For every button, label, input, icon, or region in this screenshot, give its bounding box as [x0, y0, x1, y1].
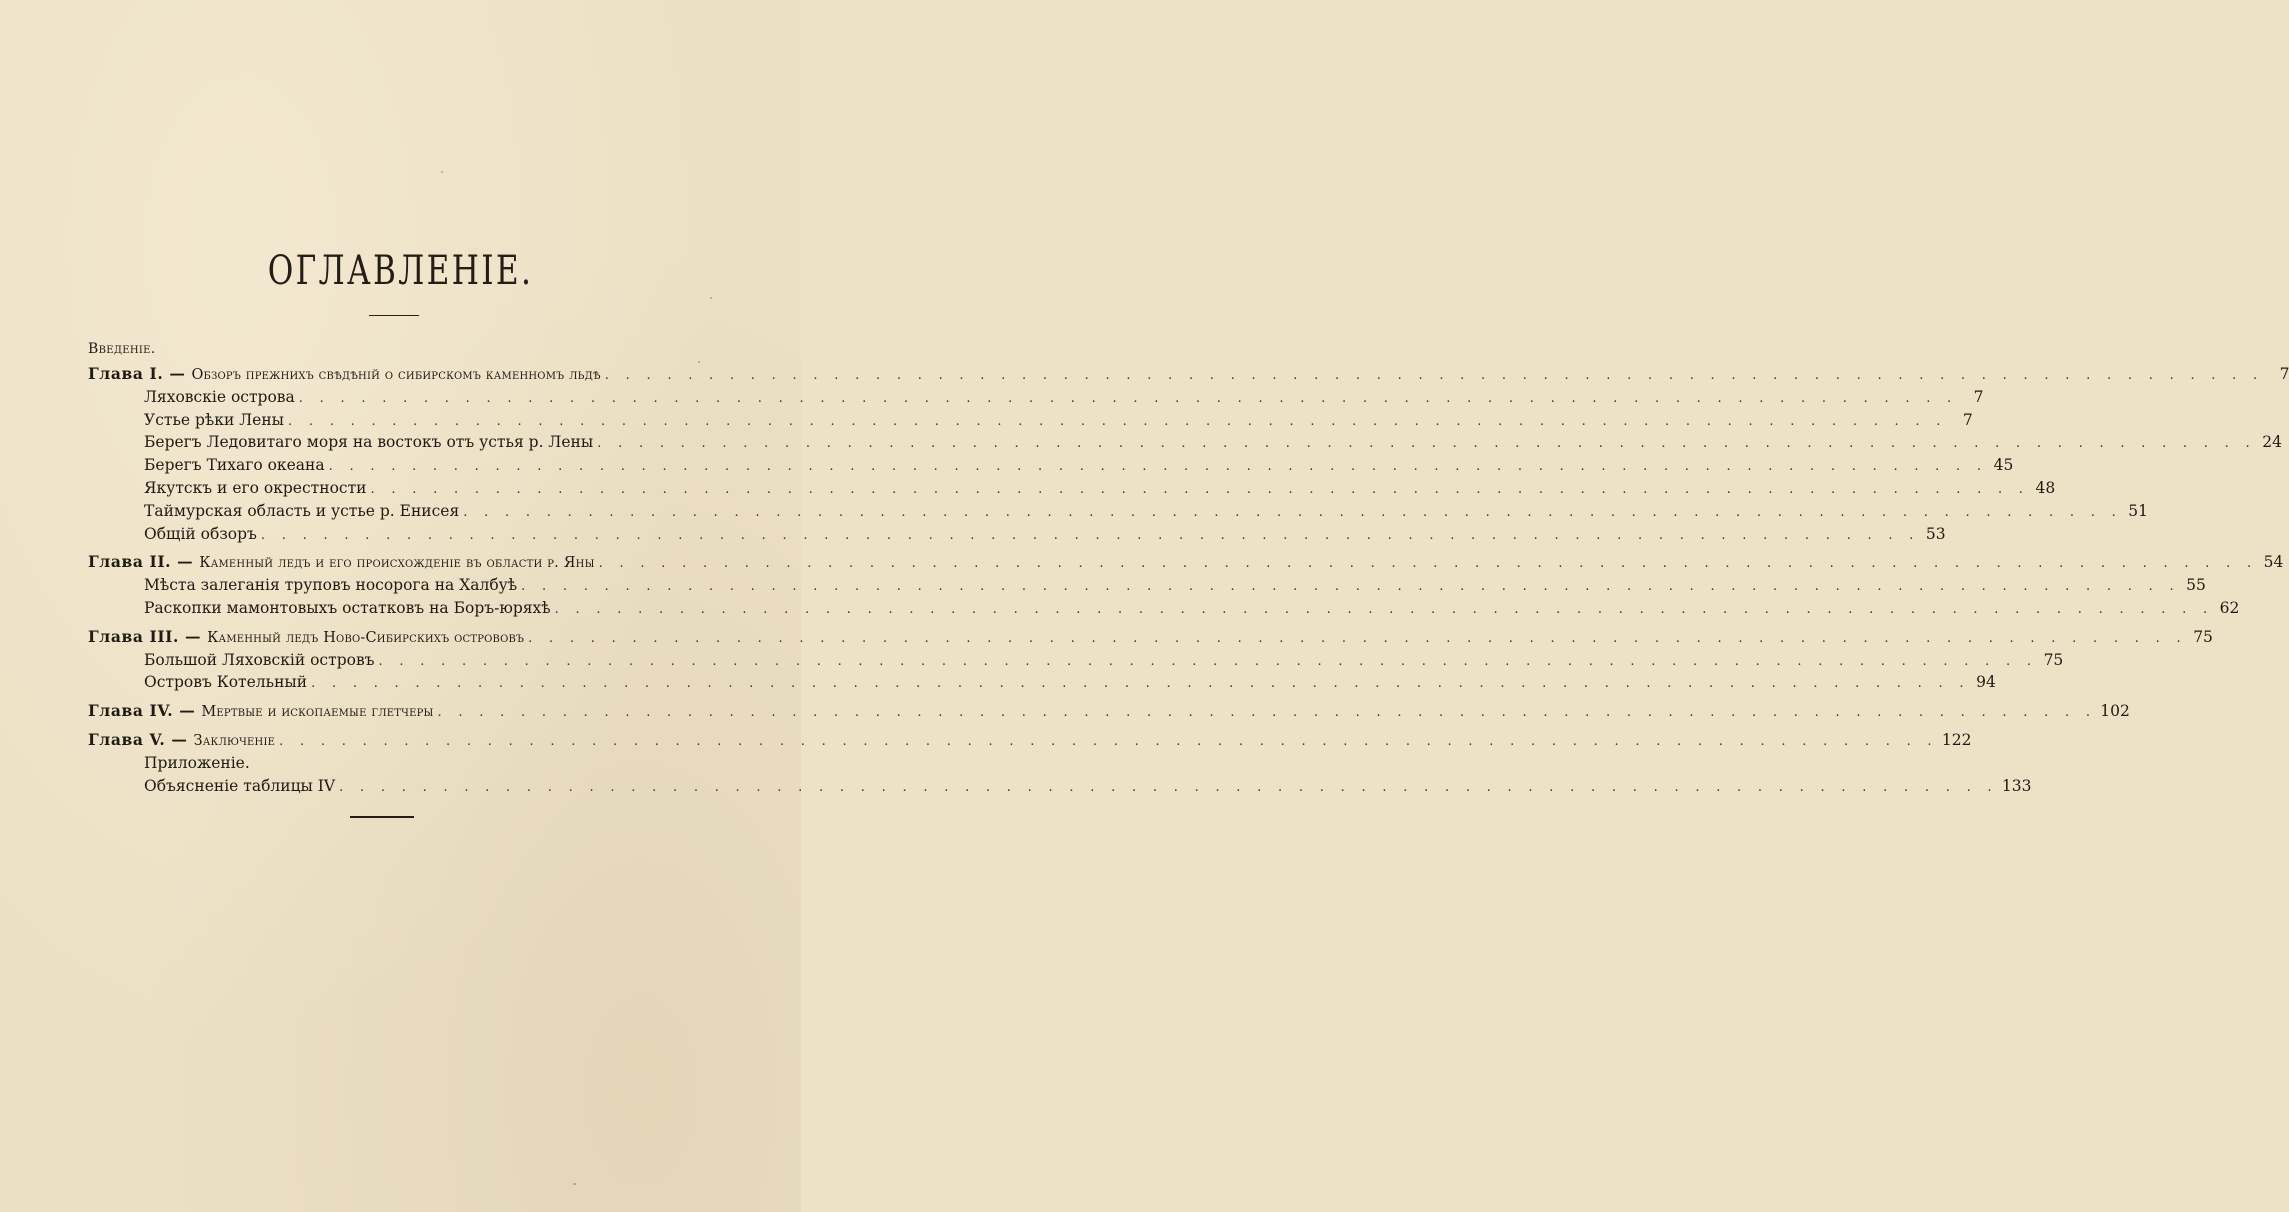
dot-leader: . . . . . . . . . . . . . . . . . . . . . . . . . . . . . . . . . . . . . . . . . . . . . . . . . . . . . . . . . . . . . . . . . . . . . . . . . . . . . . . .: [598, 556, 2258, 572]
toc-entry-label: Таймурская область и устье р. Енисея: [144, 501, 460, 520]
toc-section-row: [88, 454, 2014, 477]
dot-leader: . . . . . . . . . . . . . . . . . . . . . . . . . . . . . . . . . . . . . . . . . . . . . . . . . . . . . . . . . . . . . . . . . . . . . . . . . . . . . . . .: [597, 436, 2256, 452]
chapter-title: Заключеніе: [193, 732, 276, 749]
toc-entry-label: [88, 700, 434, 724]
table-of-contents: [88, 338, 2289, 797]
page-number: 102: [2100, 702, 2130, 721]
toc-section-row: [88, 649, 2064, 672]
toc-entry-label: Приложеніе.: [144, 753, 250, 772]
page-number: 54: [2263, 553, 2284, 572]
dot-leader: . . . . . . . . . . . . . . . . . . . . . . . . . . . . . . . . . . . . . . . . . . . . . . . . . . . . . . . . . . . . . . . . . . . . . . . . . . . . . . . .: [370, 481, 2030, 497]
chapter-title: Мертвые и ископаемые глетчеры: [201, 704, 434, 721]
toc-entry-label: Мѣста залеганія труповъ носорога на Халбуѣ: [144, 576, 518, 595]
page-number: 7: [2279, 365, 2289, 383]
toc-section-row: [88, 431, 2282, 454]
chapter-number: Глава V. —: [88, 729, 194, 749]
dot-leader: . . . . . . . . . . . . . . . . . . . . . . . . . . . . . . . . . . . . . . . . . . . . . . . . . . . . . . . . . . . . . . . . . . . . . . . . . . . . . . . .: [604, 368, 2264, 383]
toc-section-row: [88, 386, 1984, 409]
page-number: 62: [2219, 598, 2240, 617]
paper-speck: [441, 171, 443, 173]
page-number: 75: [2043, 650, 2064, 669]
dot-leader: . . . . . . . . . . . . . . . . . . . . . . . . . . . . . . . . . . . . . . . . . . . . . . . . . . . . . . . . . . . . . . . . . . . . . . . . . . . . . . . .: [279, 733, 1938, 749]
dot-leader: . . . . . . . . . . . . . . . . . . . . . . . . . . . . . . . . . . . . . . . . . . . . . . . . . . . . . . . . . . . . . . . . . . . . . . . . . . . . . . . .: [528, 630, 2187, 646]
chapter-title: Обзоръ прежнихъ свѣдѣній о сибирскомъ каменномъ льдѣ: [191, 367, 601, 383]
bottom-divider: [350, 816, 414, 818]
toc-entry-label: Большой Ляховскій островъ: [144, 650, 375, 669]
toc-entry-label: Берегъ Ледовитаго моря на востокъ отъ устья р. Лены: [144, 433, 594, 452]
toc-entry-label: Берегъ Тихаго океана: [144, 456, 325, 475]
toc-chapter-row: [88, 363, 2289, 386]
page-number: 133: [2001, 776, 2032, 795]
toc-entry-label: Устье рѣки Лены: [144, 410, 284, 429]
toc-section-row: [88, 775, 2032, 798]
toc-chapter-row: [88, 729, 1972, 752]
toc-section-row: [88, 671, 1996, 694]
toc-entry-label: Раскопки мамонтовыхъ остатковъ на Боръ-юряхѣ: [144, 598, 551, 617]
page-number: 24: [2262, 433, 2282, 452]
chapter-number: Глава I. —: [88, 364, 192, 383]
chapter-number: Глава II. —: [88, 552, 200, 572]
dot-leader: . . . . . . . . . . . . . . . . . . . . . . . . . . . . . . . . . . . . . . . . . . . . . . . . . . . . . . . . . . . . . . . . . . . . . . . . . . . . . . . .: [554, 601, 2214, 617]
dot-leader: . . . . . . . . . . . . . . . . . . . . . . . . . . . . . . . . . . . . . . . . . . . . . . . . . . . . . . . . . . . . . . . . . . . . . . . . . . . . . . . .: [437, 705, 2097, 721]
toc-entry-label: Объясненіе таблицы IV: [144, 776, 336, 795]
page-number: 122: [1941, 730, 1972, 749]
page-number: 51: [2128, 501, 2149, 520]
toc-entries: [88, 363, 2289, 797]
page-number: 55: [2186, 576, 2206, 595]
page-number: 7: [1973, 387, 1984, 406]
paper-speck: [710, 297, 712, 299]
toc-entry-label: Островъ Котельный: [144, 673, 308, 692]
page-number: 48: [2035, 478, 2056, 497]
dot-leader: . . . . . . . . . . . . . . . . . . . . . . . . . . . . . . . . . . . . . . . . . . . . . . . . . . . . . . . . . . . . . . . . . . . . . . . . . . . . . . . .: [260, 527, 1920, 543]
dot-leader: . . . . . . . . . . . . . . . . . . . . . . . . . . . . . . . . . . . . . . . . . . . . . . . . . . . . . . . . . . . . . . . . . . . . . . . . . . . . . . . .: [328, 459, 1988, 475]
chapter-title: Каменный ледъ Ново-Сибирскихъ острововъ: [207, 629, 525, 646]
toc-entry-label: Общій обзоръ: [144, 524, 257, 543]
dot-leader: . . . . . . . . . . . . . . . . . . . . . . . . . . . . . . . . . . . . . . . . . . . . . . . . . . . . . . . . . . . . . . . . . . . . . . . . . . . . . . . .: [463, 504, 2123, 520]
dot-leader: . . . . . . . . . . . . . . . . . . . . . . . . . . . . . . . . . . . . . . . . . . . . . . . . . . . . . . . . . . . . . . . . . . . . . . . . . . . . . . . .: [339, 779, 1998, 795]
toc-chapter-row: [88, 700, 2130, 723]
toc-section-row: [88, 500, 2149, 523]
dot-leader: . . . . . . . . . . . . . . . . . . . . . . . . . . . . . . . . . . . . . . . . . . . . . . . . . . . . . . . . . . . . . . . . . . . . . . . . . . . . . . . .: [298, 390, 1958, 406]
toc-section-row: [88, 523, 1946, 546]
chapter-number: Глава III. —: [88, 626, 208, 646]
paper-speck: [698, 361, 700, 363]
toc-section-row: [88, 752, 702, 775]
dot-leader: . . . . . . . . . . . . . . . . . . . . . . . . . . . . . . . . . . . . . . . . . . . . . . . . . . . . . . . . . . . . . . . . . . . . . . . . . . . . . . . .: [521, 579, 2180, 595]
toc-entry-label: [88, 551, 595, 575]
toc-chapter-row: [88, 626, 2213, 649]
page-number: 7: [1962, 410, 1973, 429]
paper-speck: [573, 1183, 576, 1185]
chapter-title: Каменный ледъ и его происхожденіе въ области р. Яны: [199, 555, 595, 572]
dot-leader: . . . . . . . . . . . . . . . . . . . . . . . . . . . . . . . . . . . . . . . . . . . . . . . . . . . . . . . . . . . . . . . . . . . . . . . . . . . . . . . .: [287, 413, 1947, 429]
toc-chapter-row: [88, 551, 2284, 574]
toc-intro: Введеніе.: [88, 341, 156, 357]
dot-leader: . . . . . . . . . . . . . . . . . . . . . . . . . . . . . . . . . . . . . . . . . . . . . . . . . . . . . . . . . . . . . . . . . . . . . . . . . . . . . . . .: [311, 676, 1970, 692]
page-number: 45: [1993, 456, 2014, 475]
page-number: 94: [1976, 673, 1996, 692]
toc-entry-label: [88, 626, 524, 650]
toc-section-row: [88, 574, 2206, 597]
dot-leader: . . . . . . . . . . . . . . . . . . . . . . . . . . . . . . . . . . . . . . . . . . . . . . . . . . . . . . . . . . . . . . . . . . . . . . . . . . . . . . . .: [378, 653, 2038, 669]
toc-entry-label: Ляховскіе острова: [144, 387, 295, 406]
title-divider: [369, 315, 419, 316]
toc-entry-label: Якутскъ и его окрестности: [144, 478, 367, 497]
toc-entry-label: [88, 363, 601, 387]
page-number: 53: [1925, 524, 1946, 543]
toc-section-row: [88, 597, 2240, 620]
toc-section-row: [88, 409, 1973, 432]
page-title: ОГЛАВЛЕНІЕ.: [267, 248, 534, 294]
page-number: 75: [2193, 627, 2213, 646]
toc-entry-label: [88, 729, 275, 753]
toc-section-row: [88, 477, 2056, 500]
chapter-number: Глава IV. —: [88, 701, 202, 721]
